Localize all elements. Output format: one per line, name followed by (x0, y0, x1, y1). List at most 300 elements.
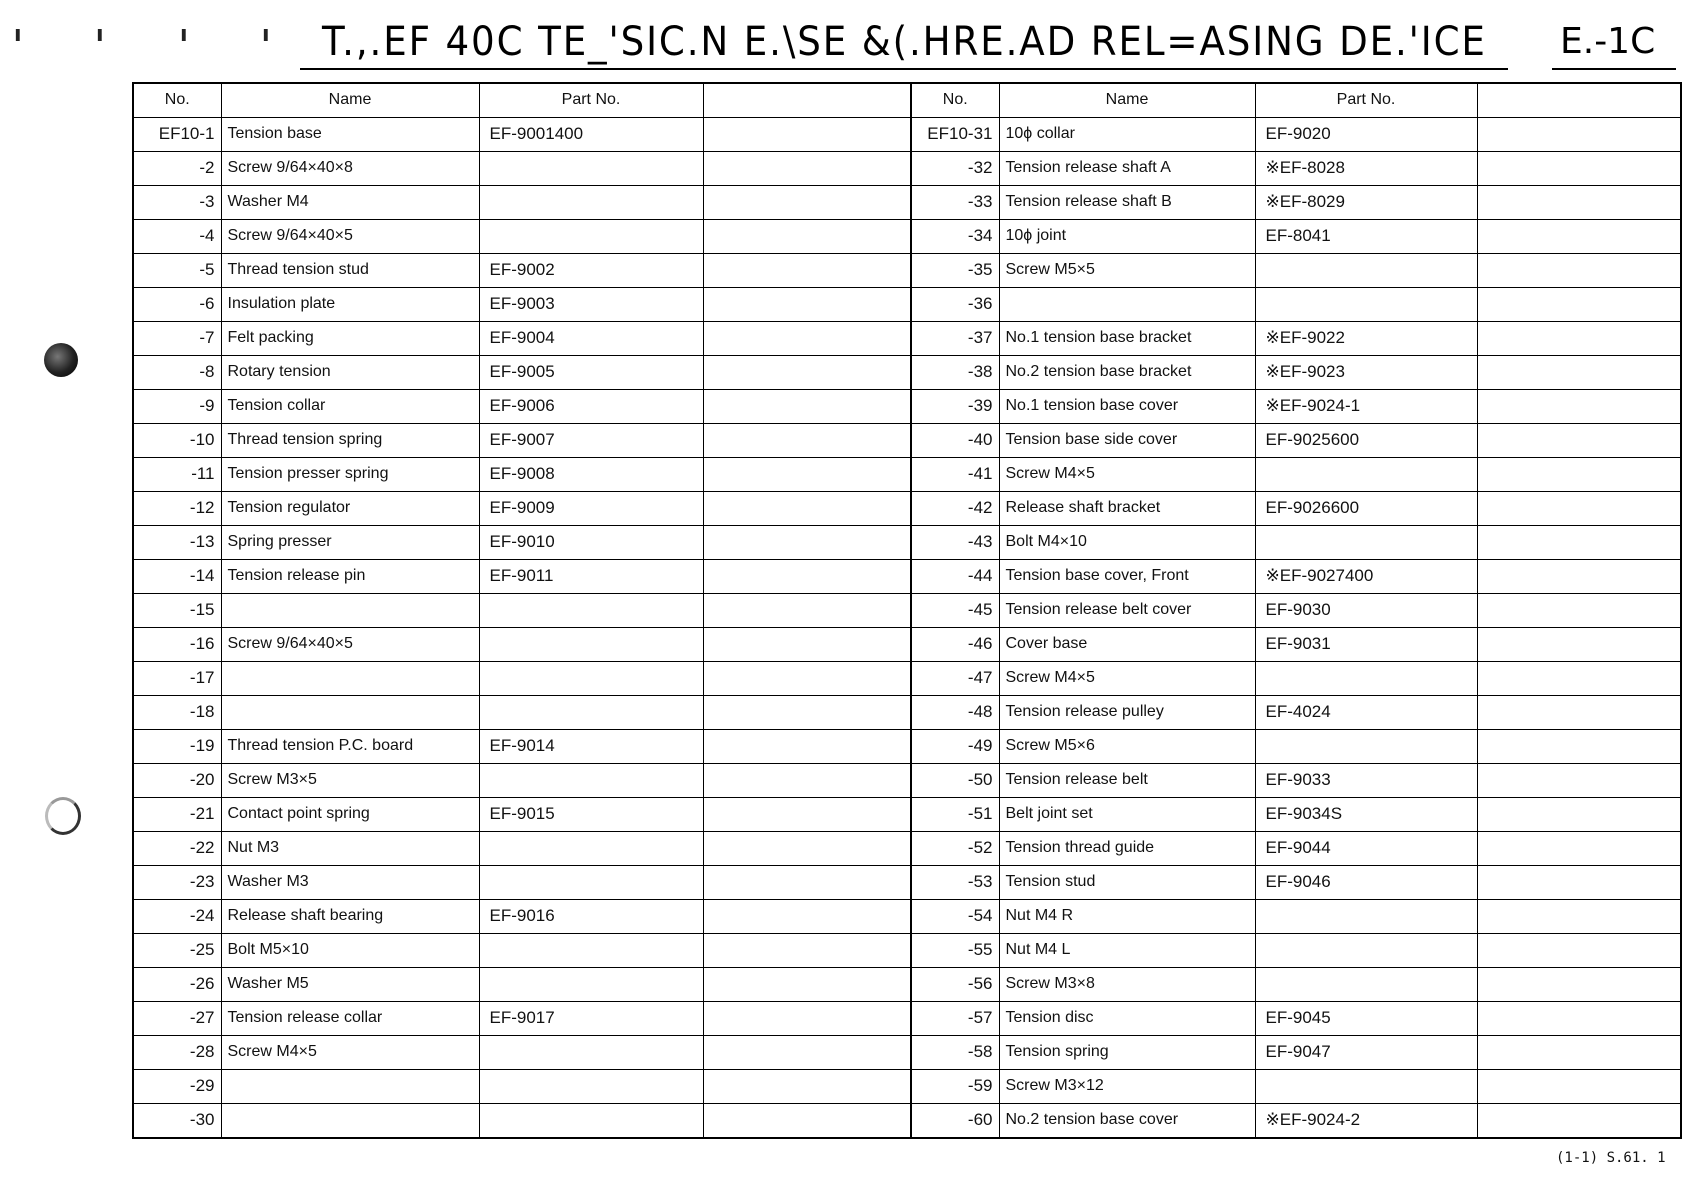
part-code: EF-9045 (1255, 1001, 1477, 1035)
blank-cell (1477, 253, 1681, 287)
part-name: No.1 tension base cover (999, 389, 1255, 423)
blank-cell (703, 559, 911, 593)
blank-cell (703, 831, 911, 865)
table-row (133, 695, 911, 729)
table-row (133, 661, 911, 695)
part-code (479, 185, 703, 219)
part-number-index: -12 (133, 491, 221, 525)
part-code: ※EF-8028 (1255, 151, 1477, 185)
part-number-index: -2 (133, 151, 221, 185)
binder-hole-mark: ı (262, 22, 270, 47)
part-name: Tension stud (999, 865, 1255, 899)
part-number-index: -3 (133, 185, 221, 219)
punch-hole-ring-icon (45, 797, 81, 835)
part-number-index: -42 (911, 491, 999, 525)
part-number-index: -49 (911, 729, 999, 763)
blank-cell (703, 661, 911, 695)
part-code (1255, 729, 1477, 763)
blank-cell (703, 933, 911, 967)
column-header-blank (703, 83, 911, 117)
table-row (911, 627, 1681, 661)
blank-cell (1477, 525, 1681, 559)
blank-cell (703, 457, 911, 491)
parts-table-right (910, 82, 1682, 1139)
blank-cell (703, 389, 911, 423)
part-code: EF-9008 (479, 457, 703, 491)
part-code: EF-9011 (479, 559, 703, 593)
part-code: EF-9031 (1255, 627, 1477, 661)
part-name: Thread tension spring (221, 423, 479, 457)
part-number-index: -7 (133, 321, 221, 355)
part-code (479, 219, 703, 253)
part-name: Screw 9/64×40×5 (221, 219, 479, 253)
part-name: Washer M4 (221, 185, 479, 219)
blank-cell (703, 423, 911, 457)
part-number-index: -9 (133, 389, 221, 423)
part-name: Thread tension P.C. board (221, 729, 479, 763)
blank-cell (1477, 355, 1681, 389)
blank-cell (1477, 287, 1681, 321)
blank-cell (703, 967, 911, 1001)
part-number-index: -41 (911, 457, 999, 491)
blank-cell (1477, 865, 1681, 899)
column-header-name: Name (221, 83, 479, 117)
part-code: EF-9016 (479, 899, 703, 933)
blank-cell (703, 355, 911, 389)
part-code (1255, 1069, 1477, 1103)
part-number-index: -21 (133, 797, 221, 831)
part-number-index: -54 (911, 899, 999, 933)
column-header-part-no: Part No. (1255, 83, 1477, 117)
part-name: Tension collar (221, 389, 479, 423)
blank-cell (1477, 729, 1681, 763)
blank-cell (1477, 423, 1681, 457)
part-number-index: -11 (133, 457, 221, 491)
table-row (133, 967, 911, 1001)
blank-cell (703, 525, 911, 559)
part-name: Screw M3×8 (999, 967, 1255, 1001)
blank-cell (703, 117, 911, 151)
part-name: Tension release collar (221, 1001, 479, 1035)
blank-cell (1477, 117, 1681, 151)
page-footer: (1-1) S.61. 1 (1556, 1150, 1666, 1166)
table-row (133, 1103, 911, 1138)
part-code: EF-9014 (479, 729, 703, 763)
table-row (911, 1069, 1681, 1103)
title-underline (300, 68, 1508, 70)
blank-cell (1477, 627, 1681, 661)
part-number-index: -28 (133, 1035, 221, 1069)
part-code: EF-9010 (479, 525, 703, 559)
part-number-index: -60 (911, 1103, 999, 1138)
part-code: ※EF-9024-2 (1255, 1103, 1477, 1138)
part-number-index: -19 (133, 729, 221, 763)
part-name: Nut M4 L (999, 933, 1255, 967)
table-row (133, 1069, 911, 1103)
part-name: No.2 tension base bracket (999, 355, 1255, 389)
table-row (911, 865, 1681, 899)
part-code: EF-9004 (479, 321, 703, 355)
part-number-index: -29 (133, 1069, 221, 1103)
table-row (133, 423, 911, 457)
part-name: Contact point spring (221, 797, 479, 831)
part-code: ※EF-9027400 (1255, 559, 1477, 593)
table-row (133, 729, 911, 763)
part-number-index: -53 (911, 865, 999, 899)
part-code: EF-9046 (1255, 865, 1477, 899)
part-number-index: -18 (133, 695, 221, 729)
blank-cell (703, 763, 911, 797)
part-name: Screw 9/64×40×8 (221, 151, 479, 185)
table-row (911, 389, 1681, 423)
table-row (911, 763, 1681, 797)
part-code (1255, 967, 1477, 1001)
part-code (479, 763, 703, 797)
part-name: Screw M4×5 (999, 457, 1255, 491)
page-title: T.,.EF 40C TE_'SIC.N E.\SE &(.HRE.AD REL=ASING DE.'ICE (322, 19, 1487, 65)
part-name: No.2 tension base cover (999, 1103, 1255, 1138)
part-number-index: -56 (911, 967, 999, 1001)
part-name: No.1 tension base bracket (999, 321, 1255, 355)
blank-cell (703, 797, 911, 831)
part-code: EF-9044 (1255, 831, 1477, 865)
part-number-index: -44 (911, 559, 999, 593)
part-number-index: -40 (911, 423, 999, 457)
part-code: EF-9017 (479, 1001, 703, 1035)
part-number-index: -45 (911, 593, 999, 627)
table-row (911, 321, 1681, 355)
blank-cell (703, 1035, 911, 1069)
part-code: ※EF-9022 (1255, 321, 1477, 355)
table-row (911, 729, 1681, 763)
part-code (1255, 525, 1477, 559)
part-number-index: -32 (911, 151, 999, 185)
binder-hole-mark: ı (96, 22, 104, 47)
part-number-index: -52 (911, 831, 999, 865)
blank-cell (1477, 1103, 1681, 1138)
blank-cell (703, 865, 911, 899)
blank-cell (703, 253, 911, 287)
part-number-index: -23 (133, 865, 221, 899)
part-code (479, 1069, 703, 1103)
part-name (221, 1103, 479, 1138)
part-name: Tension release shaft A (999, 151, 1255, 185)
part-name: Screw M5×5 (999, 253, 1255, 287)
part-name: Tension base cover, Front (999, 559, 1255, 593)
table-row (133, 389, 911, 423)
part-number-index: -48 (911, 695, 999, 729)
part-name: Bolt M4×10 (999, 525, 1255, 559)
binder-hole-mark: ı (180, 22, 188, 47)
part-name: Tension presser spring (221, 457, 479, 491)
part-name: Washer M3 (221, 865, 479, 899)
part-number-index: -36 (911, 287, 999, 321)
blank-cell (703, 593, 911, 627)
part-name: Rotary tension (221, 355, 479, 389)
column-header-blank (1477, 83, 1681, 117)
parts-table-left-body (133, 117, 911, 1138)
blank-cell (1477, 593, 1681, 627)
part-name: Belt joint set (999, 797, 1255, 831)
table-row (911, 151, 1681, 185)
part-number-index: -10 (133, 423, 221, 457)
table-row (133, 865, 911, 899)
part-name: Release shaft bearing (221, 899, 479, 933)
blank-cell (1477, 763, 1681, 797)
part-code (1255, 899, 1477, 933)
blank-cell (1477, 967, 1681, 1001)
blank-cell (1477, 457, 1681, 491)
table-row (911, 1035, 1681, 1069)
part-code: ※EF-9023 (1255, 355, 1477, 389)
part-name: Nut M4 R (999, 899, 1255, 933)
part-code (479, 865, 703, 899)
part-code (479, 831, 703, 865)
parts-table-left (132, 82, 912, 1139)
part-name: Screw M5×6 (999, 729, 1255, 763)
column-header-no: No. (911, 83, 999, 117)
part-code: EF-9007 (479, 423, 703, 457)
part-number-index: -16 (133, 627, 221, 661)
part-code (479, 695, 703, 729)
part-name: Release shaft bracket (999, 491, 1255, 525)
part-name: Tension release belt cover (999, 593, 1255, 627)
part-code: EF-9025600 (1255, 423, 1477, 457)
blank-cell (1477, 491, 1681, 525)
part-code: EF-9003 (479, 287, 703, 321)
table-row (911, 423, 1681, 457)
part-name: Tension thread guide (999, 831, 1255, 865)
part-name: Screw M4×5 (999, 661, 1255, 695)
part-name: Tension spring (999, 1035, 1255, 1069)
part-number-index: -26 (133, 967, 221, 1001)
part-number-index: -8 (133, 355, 221, 389)
part-code (479, 967, 703, 1001)
part-code (1255, 287, 1477, 321)
part-name (221, 695, 479, 729)
table-row (911, 185, 1681, 219)
section-code-underline (1552, 68, 1676, 70)
part-code (479, 151, 703, 185)
blank-cell (703, 1001, 911, 1035)
parts-table-right-body (911, 117, 1681, 1138)
column-header-name: Name (999, 83, 1255, 117)
part-code: EF-9009 (479, 491, 703, 525)
part-code (1255, 661, 1477, 695)
blank-cell (1477, 695, 1681, 729)
blank-cell (1477, 151, 1681, 185)
part-code: EF-4024 (1255, 695, 1477, 729)
part-code: EF-9002 (479, 253, 703, 287)
part-code: EF-9026600 (1255, 491, 1477, 525)
blank-cell (1477, 219, 1681, 253)
part-number-index: -13 (133, 525, 221, 559)
blank-cell (1477, 661, 1681, 695)
part-name: 10ϕ collar (999, 117, 1255, 151)
part-code: EF-9015 (479, 797, 703, 831)
part-code: EF-9020 (1255, 117, 1477, 151)
table-row (133, 321, 911, 355)
part-number-index: -47 (911, 661, 999, 695)
blank-cell (703, 151, 911, 185)
part-number-index: -34 (911, 219, 999, 253)
table-row (911, 797, 1681, 831)
table-row (133, 355, 911, 389)
table-row (133, 559, 911, 593)
table-row (133, 219, 911, 253)
blank-cell (703, 219, 911, 253)
part-code: EF-9005 (479, 355, 703, 389)
part-number-index: -25 (133, 933, 221, 967)
part-name: Tension base side cover (999, 423, 1255, 457)
table-row (911, 287, 1681, 321)
part-code: EF-9047 (1255, 1035, 1477, 1069)
part-code (479, 1035, 703, 1069)
punch-hole-icon (44, 343, 78, 377)
blank-cell (1477, 321, 1681, 355)
part-name: Washer M5 (221, 967, 479, 1001)
part-name: Insulation plate (221, 287, 479, 321)
blank-cell (703, 695, 911, 729)
part-name: Tension release belt (999, 763, 1255, 797)
part-number-index: -4 (133, 219, 221, 253)
table-row (911, 831, 1681, 865)
part-code: EF-8041 (1255, 219, 1477, 253)
table-row (133, 457, 911, 491)
table-row (133, 593, 911, 627)
blank-cell (1477, 1069, 1681, 1103)
table-row (133, 899, 911, 933)
blank-cell (1477, 185, 1681, 219)
table-row (133, 491, 911, 525)
part-code: EF-9030 (1255, 593, 1477, 627)
blank-cell (703, 321, 911, 355)
part-number-index: -46 (911, 627, 999, 661)
part-code: EF-9001400 (479, 117, 703, 151)
part-code (1255, 253, 1477, 287)
blank-cell (1477, 899, 1681, 933)
part-number-index: -27 (133, 1001, 221, 1035)
blank-cell (703, 627, 911, 661)
table-row (911, 899, 1681, 933)
part-number-index: -17 (133, 661, 221, 695)
blank-cell (703, 491, 911, 525)
table-row (133, 1035, 911, 1069)
part-name: Screw 9/64×40×5 (221, 627, 479, 661)
column-header-no: No. (133, 83, 221, 117)
blank-cell (703, 729, 911, 763)
blank-cell (1477, 797, 1681, 831)
part-name: Tension disc (999, 1001, 1255, 1035)
table-row (911, 491, 1681, 525)
part-number-index: -20 (133, 763, 221, 797)
part-number-index: -15 (133, 593, 221, 627)
blank-cell (703, 1103, 911, 1138)
table-row (911, 559, 1681, 593)
table-row (911, 967, 1681, 1001)
blank-cell (1477, 1001, 1681, 1035)
part-number-index: -5 (133, 253, 221, 287)
part-number-index: -39 (911, 389, 999, 423)
table-row (911, 219, 1681, 253)
part-name: Spring presser (221, 525, 479, 559)
part-name: Tension base (221, 117, 479, 151)
column-header-part-no: Part No. (479, 83, 703, 117)
blank-cell (1477, 933, 1681, 967)
part-number-index: -33 (911, 185, 999, 219)
part-code (479, 661, 703, 695)
part-name: Tension release pulley (999, 695, 1255, 729)
part-number-index: -24 (133, 899, 221, 933)
table-row (911, 1103, 1681, 1138)
blank-cell (1477, 389, 1681, 423)
part-number-index: -38 (911, 355, 999, 389)
table-row (911, 117, 1681, 151)
table-row (911, 525, 1681, 559)
part-code (479, 593, 703, 627)
blank-cell (703, 287, 911, 321)
part-name: Cover base (999, 627, 1255, 661)
table-row (911, 457, 1681, 491)
table-row (133, 185, 911, 219)
part-code: EF-9034S (1255, 797, 1477, 831)
part-number-index: -59 (911, 1069, 999, 1103)
table-header-row (133, 83, 911, 117)
table-row (911, 1001, 1681, 1035)
blank-cell (1477, 831, 1681, 865)
part-number-index: -14 (133, 559, 221, 593)
table-row (133, 287, 911, 321)
part-number-index: -51 (911, 797, 999, 831)
table-row (911, 253, 1681, 287)
table-row (911, 933, 1681, 967)
part-code (479, 627, 703, 661)
binder-hole-mark: ı (14, 22, 22, 47)
part-code (1255, 457, 1477, 491)
part-name: Screw M4×5 (221, 1035, 479, 1069)
part-number-index: -43 (911, 525, 999, 559)
table-row (133, 253, 911, 287)
table-row (133, 933, 911, 967)
part-number-index: -58 (911, 1035, 999, 1069)
table-row (133, 831, 911, 865)
table-row (911, 661, 1681, 695)
part-code: ※EF-9024-1 (1255, 389, 1477, 423)
part-number-index: -55 (911, 933, 999, 967)
part-number-index: EF10-31 (911, 117, 999, 151)
table-row (911, 695, 1681, 729)
part-name: Tension release shaft B (999, 185, 1255, 219)
blank-cell (1477, 559, 1681, 593)
blank-cell (703, 1069, 911, 1103)
section-code: E.-1C (1560, 21, 1656, 62)
blank-cell (1477, 1035, 1681, 1069)
part-number-index: -57 (911, 1001, 999, 1035)
table-row (911, 593, 1681, 627)
part-number-index: -37 (911, 321, 999, 355)
blank-cell (703, 899, 911, 933)
part-name: Screw M3×5 (221, 763, 479, 797)
part-number-index: -22 (133, 831, 221, 865)
part-code: ※EF-8029 (1255, 185, 1477, 219)
table-row (133, 151, 911, 185)
part-code (479, 933, 703, 967)
part-code: EF-9006 (479, 389, 703, 423)
part-number-index: -35 (911, 253, 999, 287)
table-row (133, 117, 911, 151)
part-name: Felt packing (221, 321, 479, 355)
part-name (221, 593, 479, 627)
